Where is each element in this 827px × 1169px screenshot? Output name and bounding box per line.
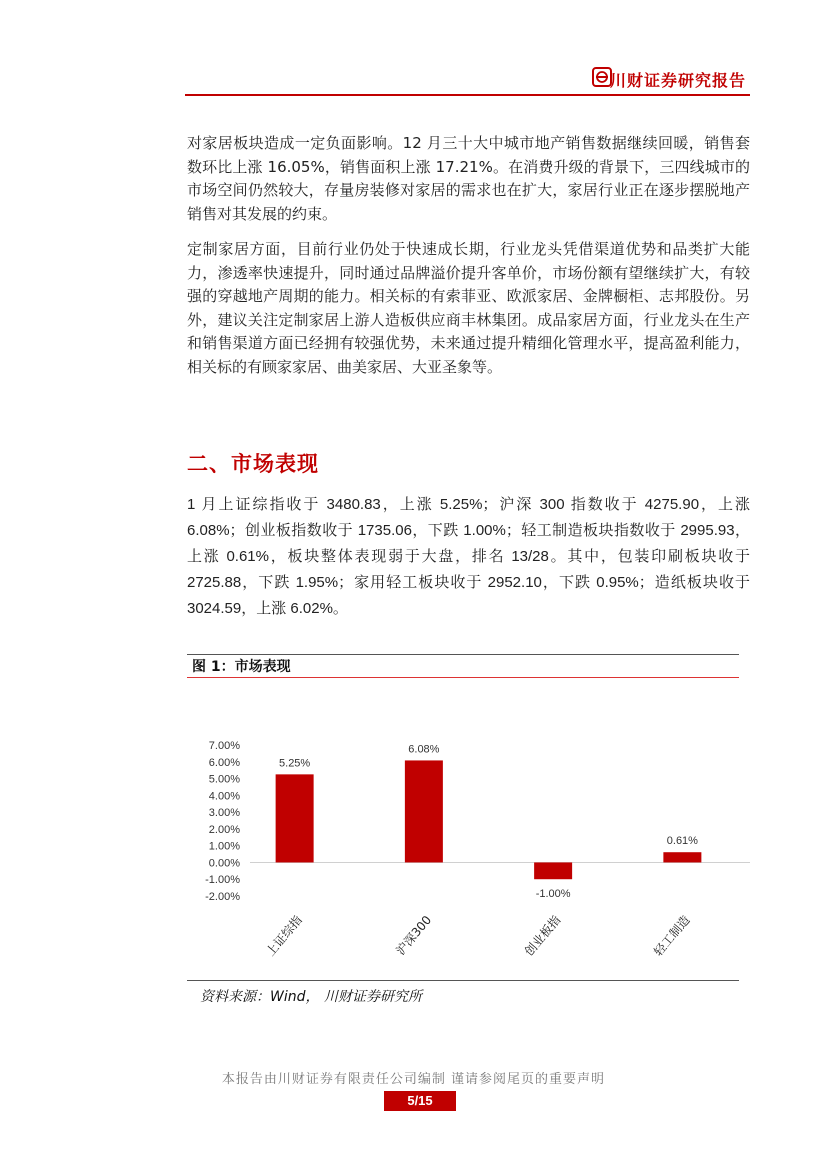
page-number: 5/15 [384,1091,456,1111]
y-tick-label: 1.00% [208,840,240,853]
y-tick-label: 0.00% [208,857,240,870]
figure-title: 图 1：市场表现 [192,659,291,675]
y-tick-label: 6.00% [208,756,240,769]
bar-2 [534,862,572,879]
brand-name: 川财证券研究报告 [609,71,746,90]
figure-top-rule [187,654,739,655]
section-title: 二、市场表现 [187,452,319,476]
bar-3 [663,852,701,862]
body-paragraph-2: 定制家居方面，目前行业仍处于快速成长期，行业龙头凭借渠道优势和品类扩大能力，渗透率快速提升，同时通过品牌溢价提升客单价，市场份额有望继续扩大，有较强的穿越地产周期的能力。相关标的有索菲亚、欧派家居、金牌橱柜、志邦股份。另外，建议关注定制家居上游人造板供应商丰林集团。成品家居方面，行业龙头在生产和销售渠道方面已经拥有较强优势，未来通过提升精细化管理水平，提高盈利能力，相关标的有顾家家居、曲美家居、大亚圣象等。 [187,240,750,376]
x-category-label: 上证综指 [263,912,305,959]
page-header [185,62,750,96]
x-category-label: 沪深300 [393,912,435,958]
figure-bottom-rule [187,980,739,981]
y-tick-label: 3.00% [208,807,240,820]
bar-value-label: 6.08% [408,743,440,756]
y-tick-label: -2.00% [205,891,240,903]
x-category-label: 创业板指 [521,912,564,959]
bar-0 [276,774,314,862]
y-tick-label: -1.00% [205,874,240,887]
figure-title-rule [187,677,739,678]
footer-disclaimer: 本报告由川财证券有限责任公司编制 谨请参阅尾页的重要声明 [221,1072,606,1087]
market-performance-chart [190,735,750,975]
bar-1 [405,760,443,862]
y-tick-label: 7.00% [208,740,240,752]
bar-value-label: 5.25% [279,757,311,770]
body-paragraph-1: 对家居板块造成一定负面影响。12 月三十大中城市地产销售数据继续回暖，销售套数环比上涨 16.05%，销售面积上涨 17.21%。在消费升级的背景下，三四线城市的市场空间仍然较大，存量房装修对家居的需求也在扩大，家居行业正在逐步摆脱地产销售对其发展的约束。 [187,134,750,223]
bar-value-label: -1.00% [535,888,571,901]
figure-source: 资料来源：Wind， 川财证券研究所 [200,989,422,1005]
y-tick-label: 2.00% [208,823,240,836]
y-tick-label: 5.00% [208,773,240,786]
bar-value-label: 0.61% [666,835,698,848]
y-tick-label: 4.00% [208,790,240,803]
body-paragraph-3: 1 月上证综指收于 3480.83，上涨 5.25%；沪深 300 指数收于 4275.90，上涨 6.08%；创业板指数收于 1735.06，下跌 1.00%；轻工制造板块指数收于 2995.93，上涨 0.61%，板块整体表现弱于大盘，排名 13/28。其中，包装印刷板块收于 2725.88，下跌 1.95%；家用轻工板块收于 2952.10，下跌 0.95%；造纸板块收于 3024.59，上涨 6.02%。 [187,496,750,617]
x-category-label: 轻工制造 [651,912,693,959]
